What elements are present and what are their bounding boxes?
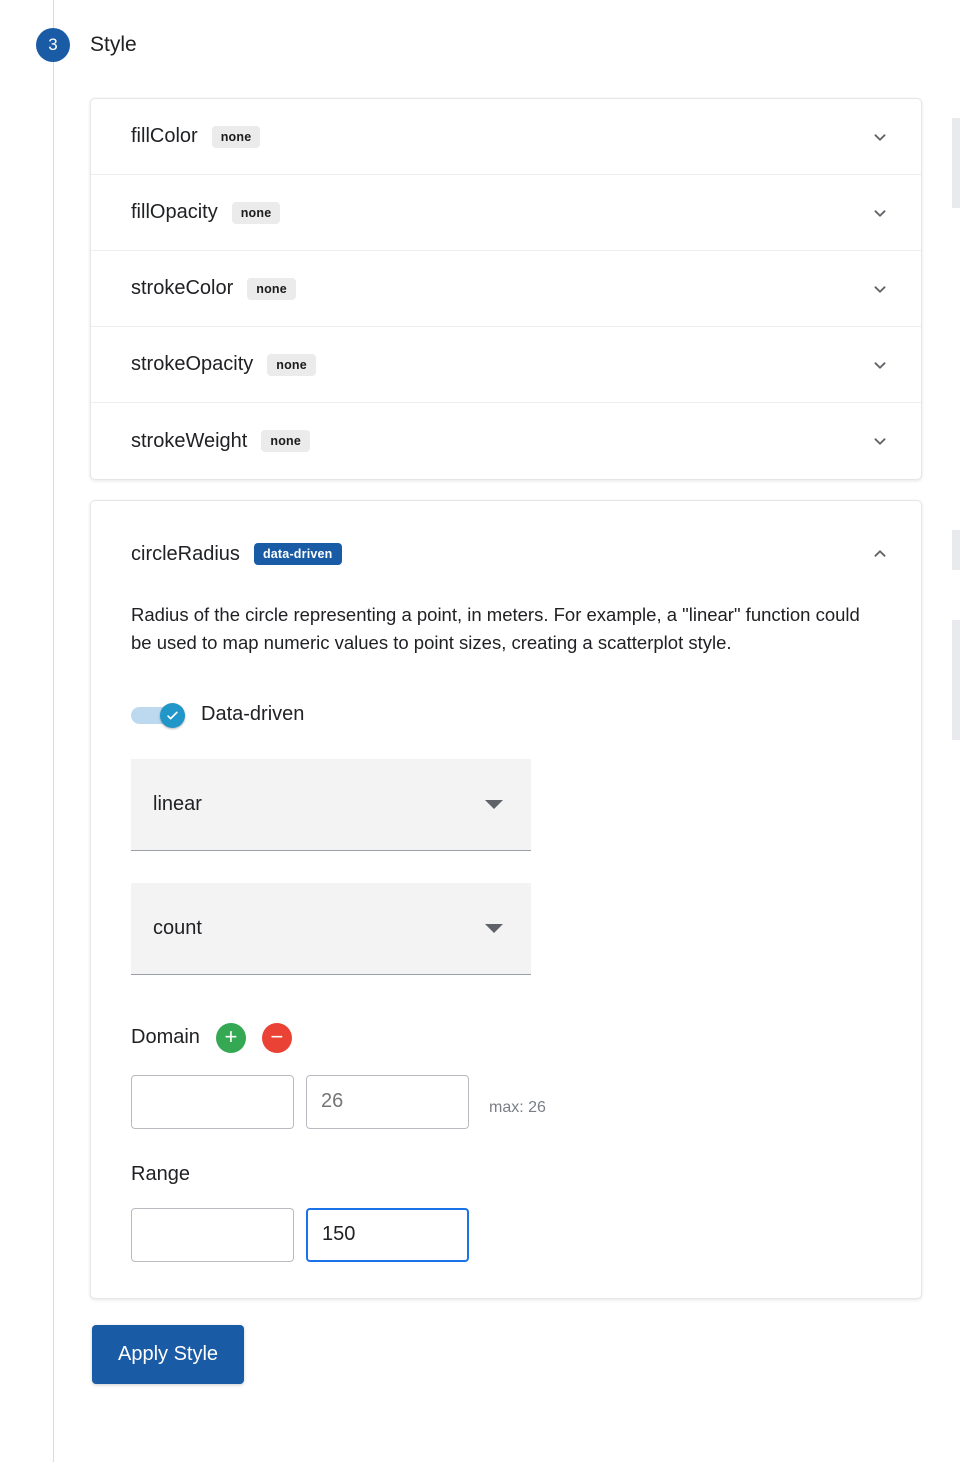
field-select-value: count — [153, 916, 202, 939]
style-property-badge: none — [261, 430, 310, 452]
style-property-fillcolor[interactable] — [91, 99, 921, 175]
circleradius-description: Radius of the circle representing a point, in meters. For example, a "linear" function could be used to map numeric values to point sizes, creating a scatterplot style. — [131, 604, 860, 653]
right-edge-sliver-mid — [952, 530, 960, 570]
data-driven-toggle[interactable] — [131, 703, 185, 727]
domain-inputs-row — [91, 1075, 921, 1129]
range-label: Range — [131, 1162, 190, 1185]
range-max-input[interactable] — [306, 1208, 469, 1262]
apply-style-button[interactable]: Apply Style — [92, 1325, 244, 1384]
style-property-label: fillColor — [131, 125, 198, 147]
chevron-down-icon[interactable] — [485, 800, 503, 809]
chevron-down-icon[interactable] — [869, 354, 891, 376]
plus-icon: + — [224, 1023, 238, 1049]
domain-max-hint: max: 26 — [489, 1098, 546, 1116]
style-property-label: strokeOpacity — [131, 353, 254, 375]
domain-label: Domain — [131, 1026, 200, 1048]
domain-max-input[interactable] — [306, 1075, 469, 1129]
style-property-strokeweight[interactable] — [91, 403, 921, 479]
step-number-badge: 3 — [36, 28, 70, 62]
domain-remove-button[interactable] — [262, 1023, 292, 1053]
toggle-knob-check-icon — [160, 703, 185, 728]
chevron-down-icon[interactable] — [869, 278, 891, 300]
chevron-down-icon[interactable] — [485, 924, 503, 933]
circleradius-header[interactable] — [91, 501, 921, 607]
data-driven-toggle-label: Data-driven — [201, 703, 305, 725]
right-edge-sliver-top — [952, 118, 960, 208]
style-property-fillopacity[interactable] — [91, 175, 921, 251]
style-content — [90, 98, 922, 1384]
chevron-down-icon[interactable] — [869, 126, 891, 148]
domain-min-input[interactable] — [131, 1075, 294, 1129]
domain-title-row — [91, 1023, 921, 1053]
style-property-badge: data-driven — [254, 543, 342, 565]
data-driven-toggle-row[interactable] — [91, 703, 921, 727]
minus-icon: − — [270, 1023, 284, 1049]
range-min-input[interactable] — [131, 1208, 294, 1262]
style-property-strokeopacity[interactable] — [91, 327, 921, 403]
style-property-label: fillOpacity — [131, 201, 218, 223]
field-select[interactable] — [131, 883, 531, 975]
style-property-label: circleRadius — [131, 542, 240, 565]
chevron-up-icon[interactable] — [869, 543, 891, 565]
function-select-value: linear — [153, 792, 202, 815]
chevron-down-icon[interactable] — [869, 430, 891, 452]
style-property-list — [90, 98, 922, 480]
style-property-label: strokeWeight — [131, 429, 248, 452]
style-property-badge: none — [267, 354, 316, 376]
style-property-badge: none — [232, 202, 281, 224]
page-title: Style — [90, 33, 137, 56]
range-inputs-row — [91, 1208, 921, 1262]
style-property-strokecolor[interactable] — [91, 251, 921, 327]
style-property-badge: none — [212, 126, 261, 148]
style-property-label: strokeColor — [131, 277, 234, 299]
chevron-down-icon[interactable] — [869, 202, 891, 224]
right-edge-sliver-bottom — [952, 620, 960, 740]
range-title-row — [91, 1163, 921, 1186]
step-header — [0, 28, 137, 62]
style-property-circleradius-panel — [90, 500, 922, 1299]
stepper-rail — [53, 0, 54, 1462]
domain-add-button[interactable] — [216, 1023, 246, 1053]
style-property-badge: none — [247, 278, 296, 300]
function-select[interactable] — [131, 759, 531, 851]
